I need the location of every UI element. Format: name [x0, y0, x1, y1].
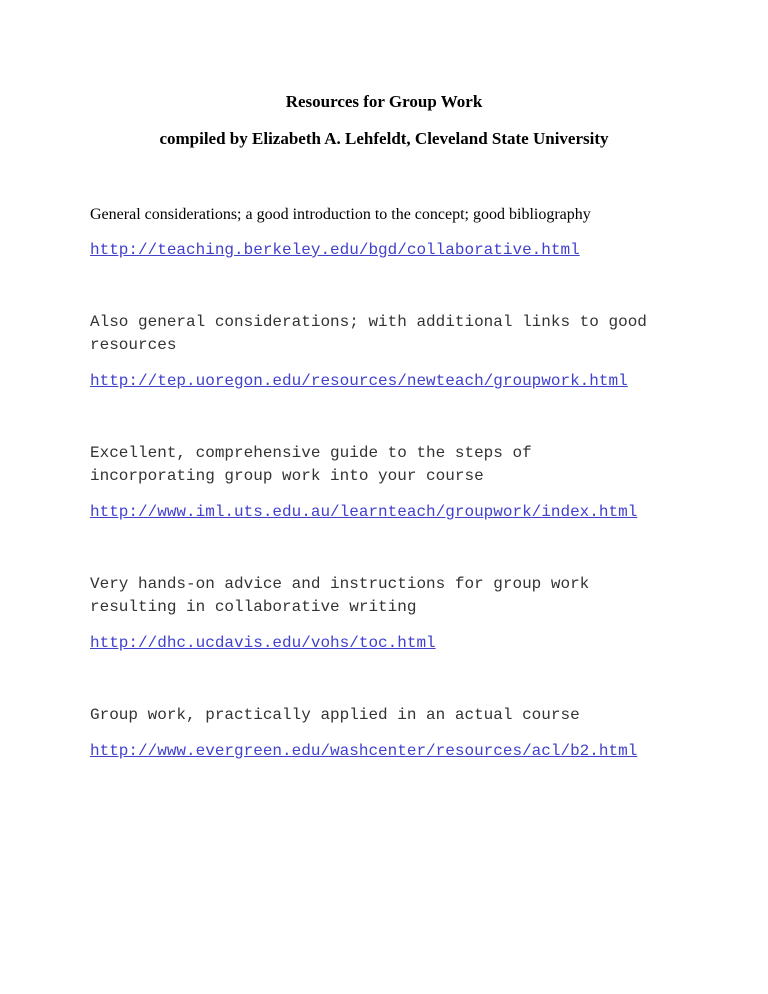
page-subtitle: compiled by Elizabeth A. Lehfeldt, Cleveland State University: [159, 129, 609, 148]
resource-description: Also general considerations; with additional links to good resources: [90, 313, 647, 354]
resource-link[interactable]: http://www.iml.uts.edu.au/learnteach/groupwork/index.html: [90, 503, 638, 521]
resource-section-2: [90, 311, 660, 442]
resource-description: General considerations; a good introduction to the concept; good bibliography: [90, 206, 591, 223]
document-body: [0, 150, 660, 812]
document-header: [0, 0, 768, 150]
resource-description: Group work, practically applied in an actual course: [90, 706, 580, 724]
resource-link[interactable]: http://tep.uoregon.edu/resources/newteach/groupwork.html: [90, 372, 628, 390]
resource-section-3: [90, 442, 660, 573]
resource-section-5: [90, 704, 660, 812]
resource-description: Excellent, comprehensive guide to the steps of incorporating group work into your course: [90, 444, 532, 485]
page-title: Resources for Group Work: [285, 92, 483, 111]
resource-link[interactable]: http://dhc.ucdavis.edu/vohs/toc.html: [90, 634, 436, 652]
resource-link[interactable]: http://www.evergreen.edu/washcenter/resources/acl/b2.html: [90, 742, 638, 760]
resource-section-4: [90, 573, 660, 704]
resource-link[interactable]: http://teaching.berkeley.edu/bgd/collaborative.html: [90, 241, 580, 259]
resource-section-1: [90, 203, 660, 311]
resource-description: Very hands-on advice and instructions for group work resulting in collaborative writing: [90, 575, 590, 616]
